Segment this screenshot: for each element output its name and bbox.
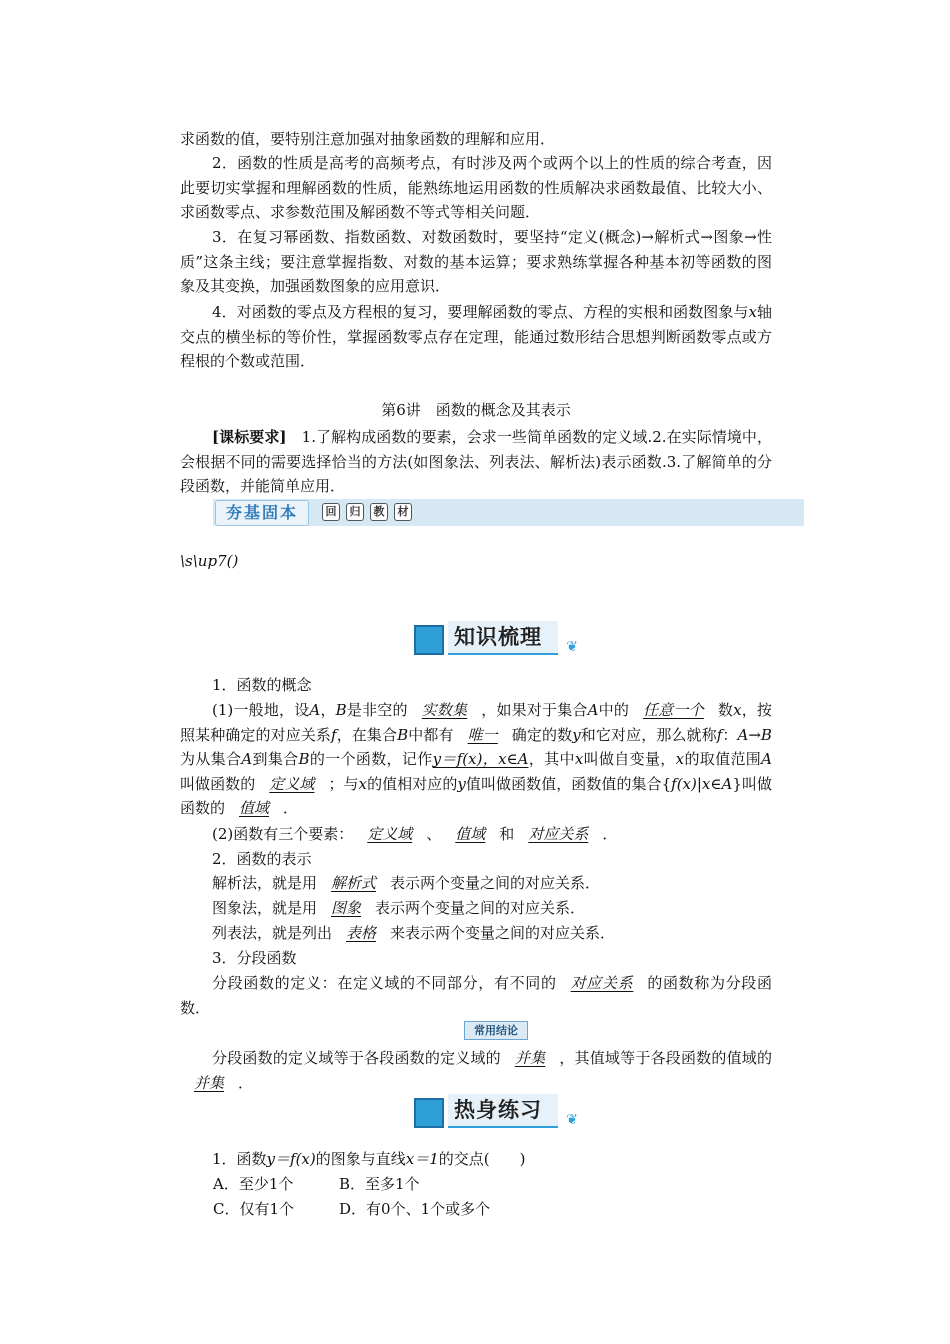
- section-title-warmup: 热身练习: [448, 1094, 558, 1128]
- option-c: C．仅有1个: [213, 1200, 295, 1218]
- k1-heading: 1．函数的概念: [212, 676, 312, 694]
- k2-table: 列表法，就是列出 表格 来表示两个变量之间的对应关系．: [212, 924, 616, 942]
- blank-graph: 图象: [331, 899, 362, 917]
- option-a: A．至少1个: [213, 1175, 294, 1193]
- k2-analytic: 解析法，就是用 解析式 表示两个变量之间的对应关系．: [212, 874, 601, 892]
- square-icon: [414, 625, 444, 655]
- leaf-icon: ❦: [566, 639, 578, 655]
- section-header-knowledge: [414, 621, 578, 655]
- intro-paragraph-4: 4．对函数的零点及方程根的复习，要理解函数的零点、方程的实根和函数图象与x轴交点的横坐标的等价性，掌握函数零点存在定理，能通过数形结合思想判断函数零点或方程根的个数或范围．: [180, 303, 772, 370]
- k1-paragraph-1: (1)一般地，设A，B是非空的 实数集 ，如果对于集合A中的 任意一个 数x，按照某种确定的对应关系f，在集合B中都有 唯一 确定的数y和它对应，那么就称f：A→B为从集合A到集合B的一个函数，记作y＝f(x)，x∈A，其中x叫做自变量，x的取值范围A叫做函数的 定义域 ；与x的值相对应的y值叫做函数值，函数值的集合{f(x)|x∈A}叫做函数的 值域 ．: [180, 701, 772, 817]
- blank-analytic: 解析式: [331, 874, 377, 892]
- square-icon: [414, 1098, 444, 1128]
- blank-union-1: 并集: [514, 1049, 546, 1067]
- intro-line-0: 求函数的值，要特别注意加强对抽象函数的理解和应用．: [180, 130, 556, 148]
- blank-range: 值域: [239, 799, 270, 817]
- exercise-question-1: 1．函数y＝f(x)的图象与直线x＝1的交点( ): [212, 1150, 526, 1168]
- exercise-options-row-2: [213, 1197, 773, 1222]
- blank-correspondence: 对应关系: [570, 974, 634, 992]
- leaf-icon: ❦: [566, 1112, 578, 1128]
- blank-union-2: 并集: [194, 1073, 225, 1092]
- lecture-title: 第6讲 函数的概念及其表示: [381, 401, 571, 419]
- k2-heading: 2．函数的表示: [212, 850, 312, 868]
- option-b: B．至多1个: [339, 1175, 420, 1193]
- conclusion-paragraph: 分段函数的定义域等于各段函数的定义域的 并集 ，其值域等于各段函数的值域的并集 ．: [180, 1046, 772, 1095]
- k1-paragraph-2: (2)函数有三个要素： 定义域 、 值域 和 对应关系 ．: [212, 825, 618, 843]
- blank-element-range: 值域: [455, 825, 486, 843]
- blank-element-domain: 定义域: [367, 825, 413, 843]
- band-subtitle: 回 归 教 材: [322, 500, 418, 524]
- blank-element-correspondence: 对应关系: [528, 825, 589, 843]
- curriculum-requirement: [课标要求] 1.了解构成函数的要素，会求一些简单函数的定义域.2.在实际情境中，会根据不同的需要选择恰当的方法(如图象法、列表法、解析法)表示函数.3.了解简单的分段函数，并能简单应用．: [180, 428, 772, 495]
- k3-definition: 分段函数的定义：在定义域的不同部分，有不同的 对应关系 的函数称为分段函数．: [180, 974, 772, 1017]
- k2-graph: 图象法，就是用 图象 表示两个变量之间的对应关系．: [212, 899, 586, 917]
- section-header-warmup: [414, 1094, 578, 1128]
- blank-function-notation: y＝f(x)，x∈A: [432, 750, 529, 768]
- equation-artifact: \s\up7(): [180, 552, 239, 570]
- band-title: 夯基固本: [215, 500, 309, 526]
- k3-heading: 3．分段函数: [212, 949, 297, 967]
- requirement-tag: [课标要求]: [212, 428, 287, 446]
- intro-paragraph-3: 3．在复习幂函数、指数函数、对数函数时，要坚持“定义(概念)→解析式→图象→性质”这条主线；要注意掌握指数、对数的基本运算；要求熟练掌握各种基本初等函数的图象及其变换，加强函数图象的应用意识．: [180, 228, 772, 295]
- blank-unique: 唯一: [467, 725, 498, 744]
- section-title-knowledge: 知识梳理: [448, 621, 558, 655]
- common-conclusion-badge: 常用结论: [464, 1021, 528, 1040]
- exercise-options-row-1: [213, 1172, 773, 1197]
- blank-arbitrary: 任意一个: [643, 701, 704, 719]
- blank-table: 表格: [346, 924, 377, 942]
- intro-paragraph-2: 2．函数的性质是高考的高频考点，有时涉及两个或两个以上的性质的综合考查，因此要切实掌握和理解函数的性质，能熟练地运用函数的性质解决求函数最值、比较大小、求函数零点、求参数范围及解函数不等式等相关问题．: [180, 154, 772, 221]
- blank-real-number-set: 实数集: [421, 701, 468, 719]
- blank-domain: 定义域: [269, 774, 315, 793]
- option-d: D．有0个、1个或多个: [339, 1200, 491, 1218]
